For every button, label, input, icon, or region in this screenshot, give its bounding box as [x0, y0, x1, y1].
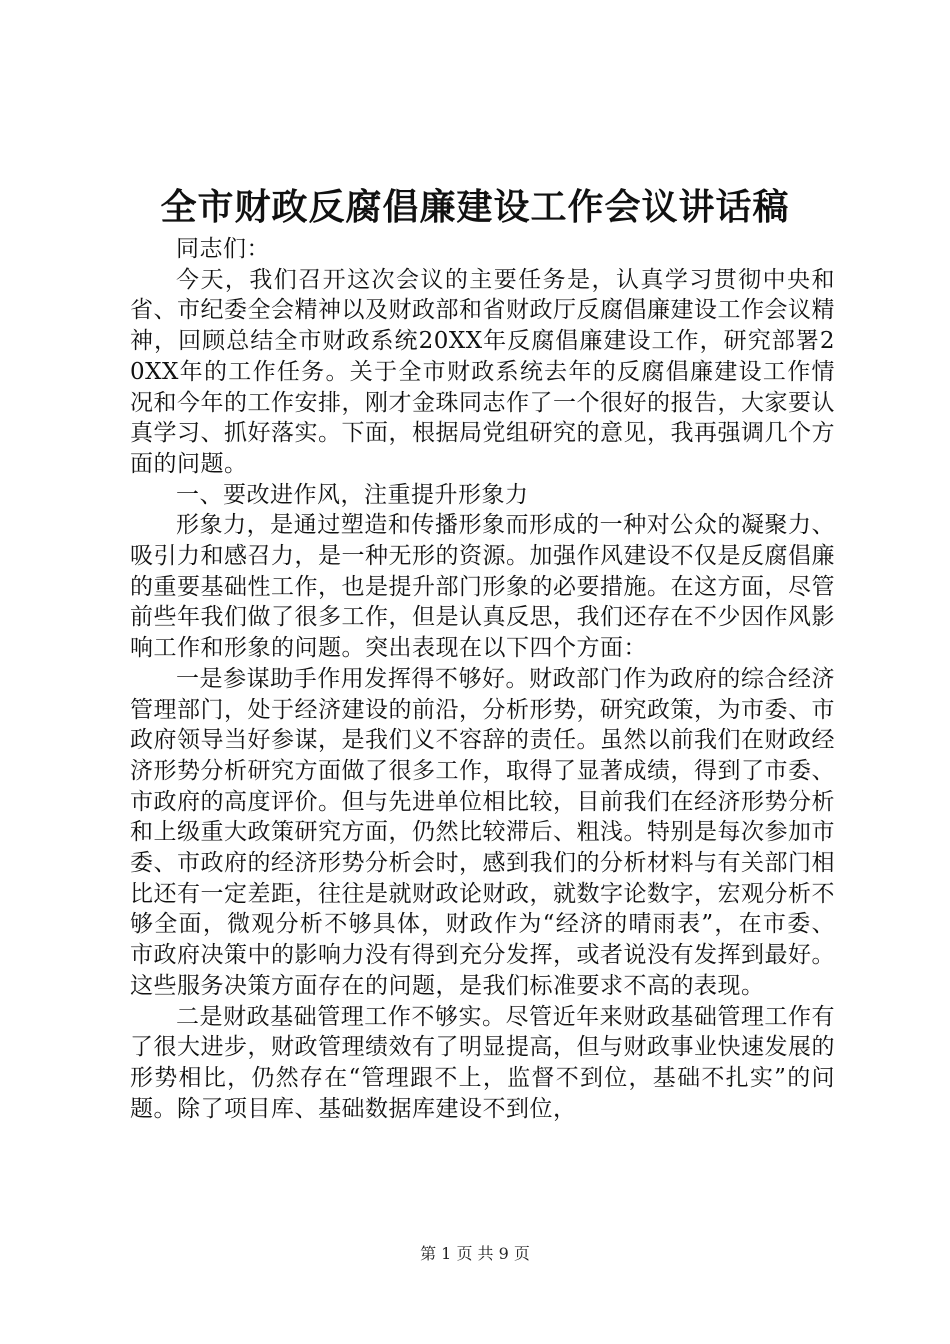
paragraph-point-one: 一是参谋助手作用发挥得不够好。财政部门作为政府的综合经济管理部门，处于经济建设的前沿，分析形势，研究政策，为市委、市政府领导当好参谋，是我们义不容辞的责任。虽然以前我们在财政经济形势分析研究方面做了很多工作，取得了显著成绩，得到了市委、市政府的高度评价。但与先进单位相比较，目前我们在经济形势分析和上级重大政策研究方面，仍然比较滞后、粗浅。特别是每次参加市委、市政府的经济形势分析会时，感到我们的分析材料与有关部门相比还有一定差距，往往是就财政论财政，就数字论数字，宏观分析不够全面，微观分析不够具体，财政作为“经济的晴雨表”，在市委、市政府决策中的影响力没有得到充分发挥，或者说没有发挥到最好。这些服务决策方面存在的问题，是我们标准要求不高的表现。 [130, 665, 835, 999]
paragraph-image-power: 形象力，是通过塑造和传播形象而形成的一种对公众的凝聚力、吸引力和感召力，是一种无形的资源。加强作风建设不仅是反腐倡廉的重要基础性工作，也是提升部门形象的必要措施。在这方面，尽管前些年我们做了很多工作，但是认真反思，我们还存在不少因作风影响工作和形象的问题。突出表现在以下四个方面： [130, 512, 835, 662]
paragraph-intro: 今天，我们召开这次会议的主要任务是，认真学习贯彻中央和省、市纪委全会精神以及财政部和省财政厅反腐倡廉建设工作会议精神，回顾总结全市财政系统20XX年反腐倡廉建设工作，研究部署20XX年的工作任务。关于全市财政系统去年的反腐倡廉建设工作情况和今年的工作安排，刚才金珠同志作了一个很好的报告，大家要认真学习、抓好落实。下面，根据局党组研究的意见，我再强调几个方面的问题。 [130, 266, 835, 477]
document-title: 全市财政反腐倡廉建设工作会议讲话稿 [160, 186, 790, 228]
section-heading: 一、要改进作风，注重提升形象力 [176, 481, 529, 508]
page-number-footer: 第 1 页 共 9 页 [420, 1244, 530, 1263]
document-body [130, 234, 835, 1124]
paragraph-point-two: 二是财政基础管理工作不够实。尽管近年来财政基础管理工作有了很大进步，财政管理绩效有了明显提高，但与财政事业快速发展的形势相比，仍然存在“管理跟不上，监督不到位，基础不扎实”的问题。除了项目库、基础数据库建设不到位， [130, 1003, 835, 1122]
salutation: 同志们： [176, 236, 270, 262]
